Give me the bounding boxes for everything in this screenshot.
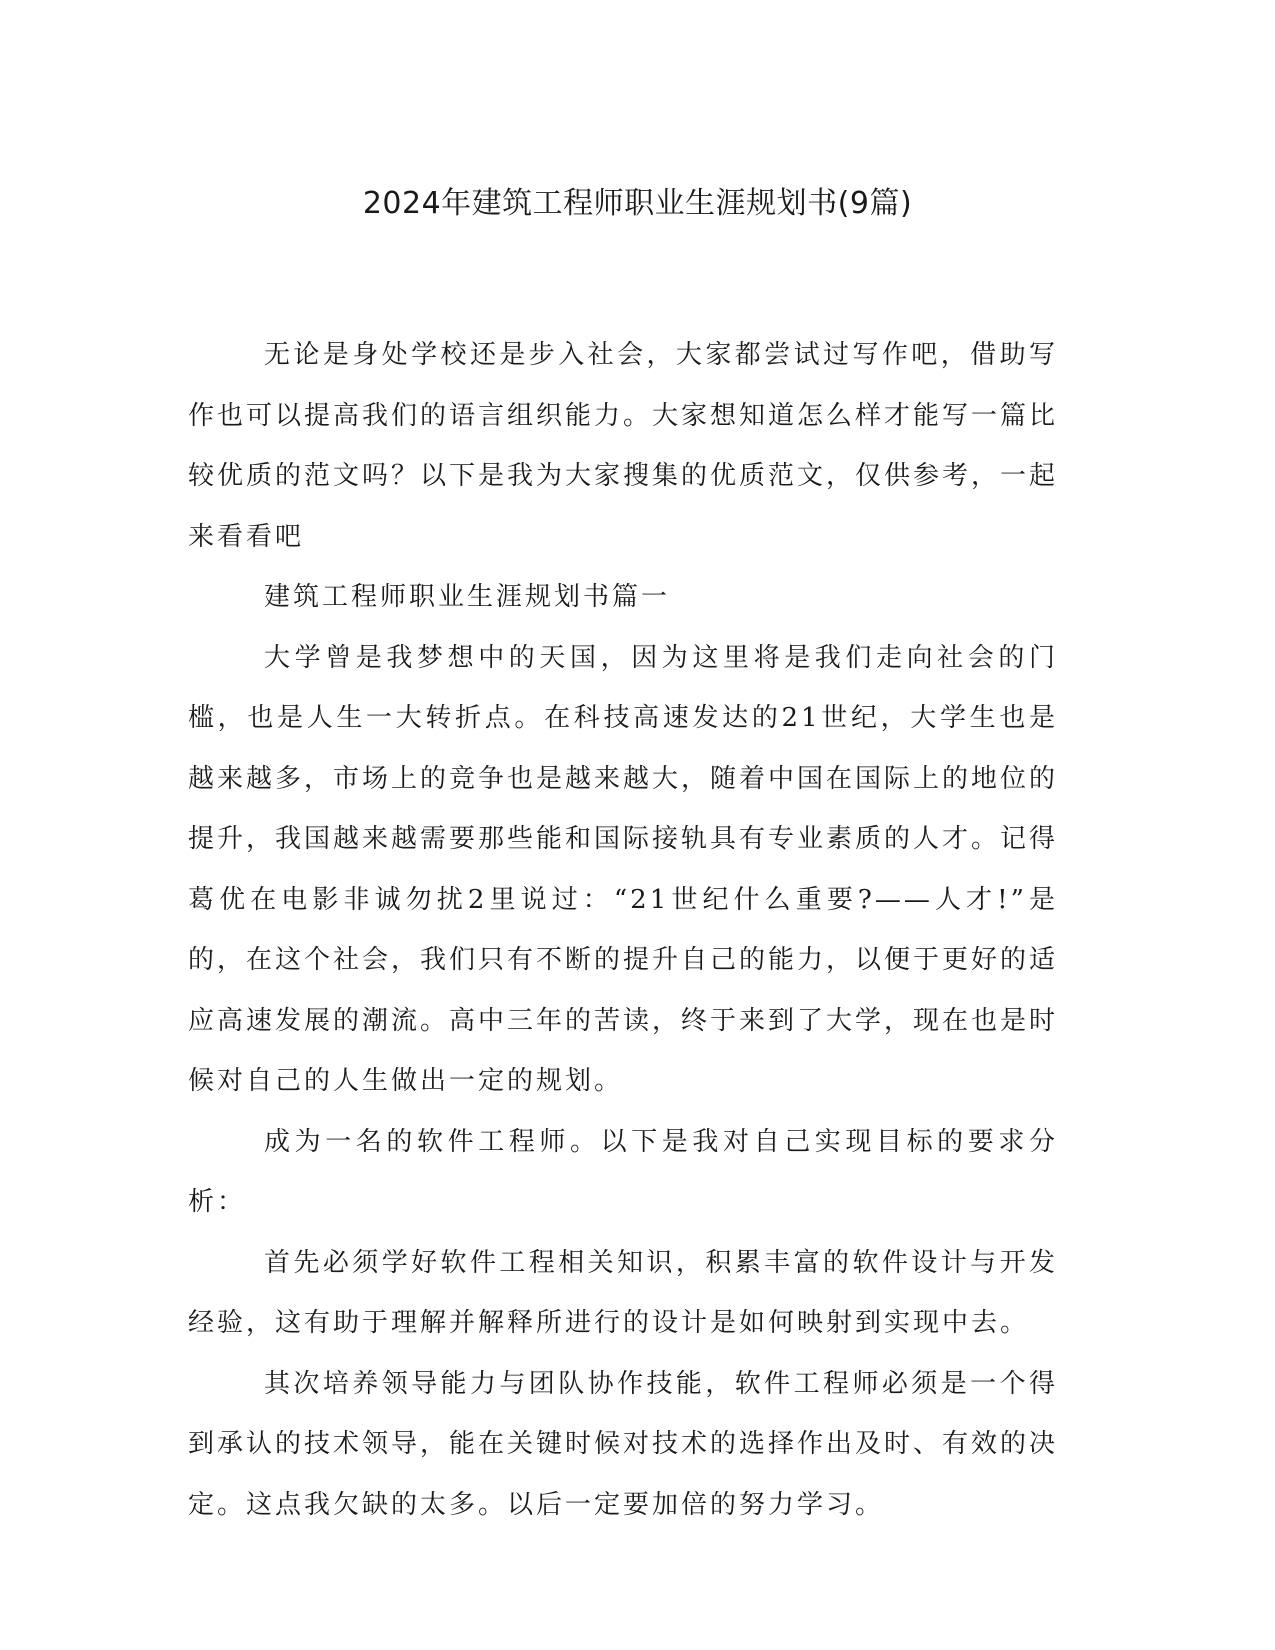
- document-body: [188, 325, 1058, 1535]
- body-paragraph: 首先必须学好软件工程相关知识，积累丰富的软件设计与开发经验，这有助于理解并解释所进行的设计是如何映射到实现中去。: [188, 1247, 1058, 1338]
- body-paragraph: 大学曾是我梦想中的天国，因为这里将是我们走向社会的门槛，也是人生一大转折点。在科技高速发达的21世纪，大学生也是越来越多，市场上的竞争也是越来越大，随着中国在国际上的地位的提升，我国越来越需要那些能和国际接轨具有专业素质的人才。记得葛优在电影非诚勿扰2里说过：“21世纪什么重要?——人才!”是的，在这个社会，我们只有不断的提升自己的能力，以便于更好的适应高速发展的潮流。高中三年的苦读，终于来到了大学，现在也是时候对自己的人生做出一定的规划。: [188, 642, 1059, 1096]
- document-title: 2024年建筑工程师职业生涯规划书(9篇): [362, 186, 913, 221]
- intro-paragraph: 无论是身处学校还是步入社会，大家都尝试过写作吧，借助写作也可以提高我们的语言组织能力。大家想知道怎么样才能写一篇比较优质的范文吗？以下是我为大家搜集的优质范文，仅供参考，一起来看看吧: [188, 340, 1059, 552]
- body-paragraph: 其次培养领导能力与团队协作技能，软件工程师必须是一个得到承认的技术领导，能在关键时候对技术的选择作出及时、有效的决定。这点我欠缺的太多。以后一定要加倍的努力学习。: [188, 1368, 1059, 1520]
- section-heading: 建筑工程师职业生涯规划书篇一: [264, 582, 671, 612]
- body-paragraph: 成为一名的软件工程师。以下是我对自己实现目标的要求分析：: [188, 1126, 1058, 1217]
